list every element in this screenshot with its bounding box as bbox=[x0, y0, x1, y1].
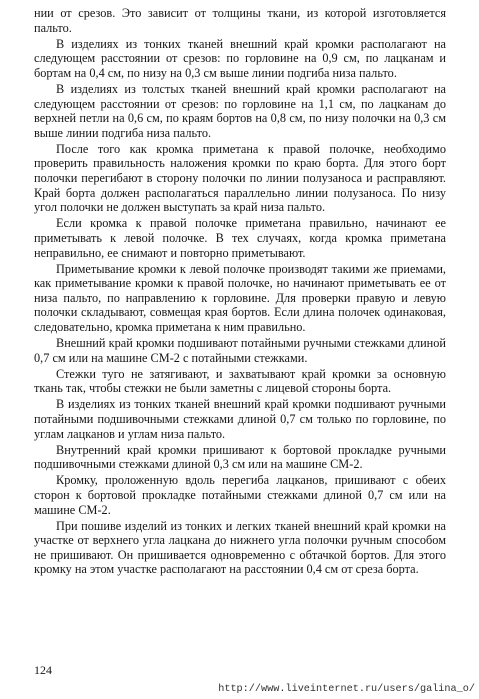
paragraph: При пошиве изделий из тонких и легких тканей внешний край кромки на участке от верхнего угла лацкана до нижнего угла полочки ручным способом не пришивают. Он пришивается одновременно с обтачкой бортов. Для этого кромку на этом участке располагают на расстоянии 0,4 см от среза борта. bbox=[34, 518, 446, 577]
body-text bbox=[34, 6, 446, 579]
watermark-url: http://www.liveinternet.ru/users/galina_o/ bbox=[218, 684, 475, 695]
paragraph: Приметывание кромки к левой полочке производят такими же приемами, как приметывание кромки к правой полочке, но начинают приметывать ее от низа пальто, по направлению к горловине. Для проверки правую и левую полочки складывают, совмещая края бортов. Если длина полочек одинаковая, следовательно, кромка приметана к ним правильно. bbox=[34, 261, 446, 334]
paragraph: После того как кромка приметана к правой полочке, необходимо проверить правильность наложения кромки по краю борта. Для этого борт полочки перегибают в сторону полочки по линии полузаноса и расправляют. Край борта должен располагаться параллельно линии полузаноса. По низу угол полочки не должен выступать за край низа пальто. bbox=[34, 141, 446, 215]
page-number: 124 bbox=[34, 663, 52, 677]
paragraph: Внешний край кромки подшивают потайными ручными стежками длиной 0,7 см или на машине СМ-2 с потайными стежками. bbox=[34, 336, 446, 365]
paragraph: Если кромка к правой полочке приметана правильно, начинают ее приметывать к левой полочке. В тех случаях, когда кромка приметана неправильно, ее снимают и повторно приметывают. bbox=[34, 216, 446, 260]
paragraph: В изделиях из тонких тканей внешний край кромки располагают на следующем расстоянии от срезов: по горловине на 0,9 см, по лацканам и бортам на 0,4 см, по низу на 0,3 см выше линии подгиба низа пальто. bbox=[34, 36, 446, 80]
paragraph: В изделиях из тонких тканей внешний край кромки подшивают ручными потайными подшивочными стежками длиной 0,7 см только по горловине, по углам лацканов и углам низа пальто. bbox=[34, 397, 446, 441]
paragraph: Стежки туго не затягивают, и захватывают край кромки за основную ткань так, чтобы стежки не были заметны с лицевой стороны борта. bbox=[34, 366, 446, 396]
paragraph: Кромку, проложенную вдоль перегиба лацканов, пришивают с обеих сторон к бортовой прокладке потайными стежками длиной 0,7 см или на машине СМ-2. bbox=[34, 473, 446, 517]
paragraph: нии от срезов. Это зависит от толщины ткани, из которой изготовляется пальто. bbox=[34, 6, 446, 35]
paragraph: В изделиях из толстых тканей внешний край кромки располагают на следующем расстоянии от срезов: по горловине на 1,1 см, по лацканам до верхней петли на 0,6 см, по краям бортов на 0,8 см, по низу полочки на 0,3 см выше линии подгиба низа пальто. bbox=[34, 81, 446, 140]
paragraph: Внутренний край кромки пришивают к бортовой прокладке ручными подшивочными стежками длиной 0,3 см или на машине СМ-2. bbox=[34, 442, 446, 472]
